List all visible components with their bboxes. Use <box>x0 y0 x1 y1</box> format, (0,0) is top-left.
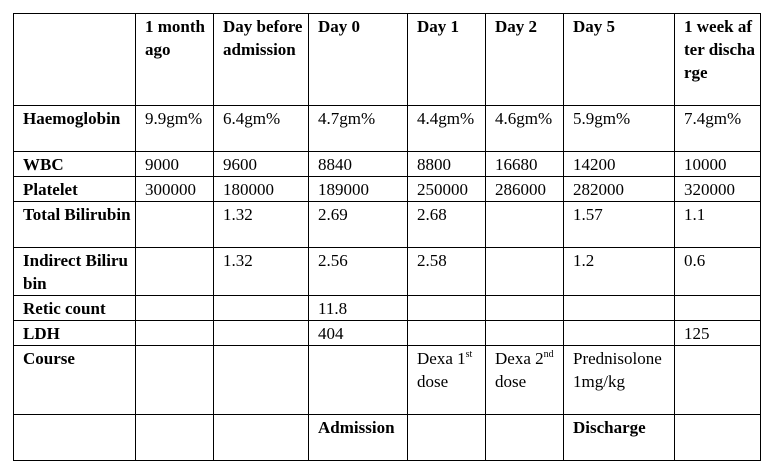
table-cell <box>486 248 564 296</box>
table-cell <box>214 296 309 321</box>
table-cell: 10000 <box>675 152 761 177</box>
table-row <box>14 177 761 202</box>
table-cell: 9000 <box>136 152 214 177</box>
header-row <box>14 14 761 106</box>
table-cell <box>136 415 214 461</box>
table-cell <box>408 321 486 346</box>
table-cell: 282000 <box>564 177 675 202</box>
table-row <box>14 248 761 296</box>
course-text: dose <box>417 372 449 391</box>
table-row <box>14 346 761 415</box>
table-cell: 6.4gm% <box>214 106 309 152</box>
table-cell <box>408 296 486 321</box>
table-cell <box>675 296 761 321</box>
table-cell: 404 <box>309 321 408 346</box>
table-cell <box>136 202 214 248</box>
table-cell <box>136 248 214 296</box>
table-cell: 0.6 <box>675 248 761 296</box>
table-cell-course-day2 <box>486 346 564 415</box>
course-text: Dexa 1 <box>417 349 466 368</box>
table-cell <box>564 296 675 321</box>
course-text: dose <box>495 372 527 391</box>
header-cell: 1 week after discharge <box>675 14 761 106</box>
table-cell: 1.2 <box>564 248 675 296</box>
table-cell <box>14 415 136 461</box>
admission-label: Admission <box>309 415 408 461</box>
table-cell: 9.9gm% <box>136 106 214 152</box>
row-label: WBC <box>14 152 136 177</box>
table-cell <box>675 415 761 461</box>
table-cell: 2.56 <box>309 248 408 296</box>
table-cell: 320000 <box>675 177 761 202</box>
table-cell: 2.69 <box>309 202 408 248</box>
header-cell: Day 2 <box>486 14 564 106</box>
table-cell: 16680 <box>486 152 564 177</box>
table-cell <box>136 321 214 346</box>
row-label: Haemoglobin <box>14 106 136 152</box>
table-cell: 1.1 <box>675 202 761 248</box>
table-row <box>14 152 761 177</box>
table-cell: 125 <box>675 321 761 346</box>
table-cell: 250000 <box>408 177 486 202</box>
table-cell: 2.68 <box>408 202 486 248</box>
header-cell: Day 1 <box>408 14 486 106</box>
table-cell: Prednisolone 1mg/kg <box>564 346 675 415</box>
header-cell: Day 0 <box>309 14 408 106</box>
table-cell <box>309 346 408 415</box>
row-label: LDH <box>14 321 136 346</box>
table-cell <box>486 415 564 461</box>
table-cell: 4.6gm% <box>486 106 564 152</box>
table-row <box>14 415 761 461</box>
table-cell-course-day1 <box>408 346 486 415</box>
table-cell: 1.57 <box>564 202 675 248</box>
header-cell: 1 month ago <box>136 14 214 106</box>
table-cell: 9600 <box>214 152 309 177</box>
table-cell: 8800 <box>408 152 486 177</box>
table-cell <box>486 202 564 248</box>
table-cell <box>564 321 675 346</box>
header-cell: Day before admission <box>214 14 309 106</box>
table-cell: 7.4gm% <box>675 106 761 152</box>
course-text: Dexa 2 <box>495 349 544 368</box>
table-cell <box>675 346 761 415</box>
table-cell <box>214 321 309 346</box>
table-cell: 180000 <box>214 177 309 202</box>
table-cell: 8840 <box>309 152 408 177</box>
row-label: Indirect Bilirubin <box>14 248 136 296</box>
row-label: Retic count <box>14 296 136 321</box>
table-cell: 2.58 <box>408 248 486 296</box>
table-cell: 189000 <box>309 177 408 202</box>
table-row <box>14 106 761 152</box>
table-cell <box>408 415 486 461</box>
ordinal-suffix: st <box>465 349 473 360</box>
table-row <box>14 321 761 346</box>
table-cell: 5.9gm% <box>564 106 675 152</box>
table-cell: 4.7gm% <box>309 106 408 152</box>
table-row <box>14 202 761 248</box>
row-label: Total Bilirubin <box>14 202 136 248</box>
table-cell <box>486 296 564 321</box>
table-cell: 1.32 <box>214 248 309 296</box>
row-label: Course <box>14 346 136 415</box>
header-cell: Day 5 <box>564 14 675 106</box>
table-cell <box>136 346 214 415</box>
table-row <box>14 296 761 321</box>
table-cell: 300000 <box>136 177 214 202</box>
table-cell: 286000 <box>486 177 564 202</box>
table-cell: 14200 <box>564 152 675 177</box>
table-cell <box>214 346 309 415</box>
table-cell: 11.8 <box>309 296 408 321</box>
lab-results-table <box>13 13 761 461</box>
row-label: Platelet <box>14 177 136 202</box>
table-cell <box>486 321 564 346</box>
table-cell <box>136 296 214 321</box>
header-cell <box>14 14 136 106</box>
ordinal-suffix: nd <box>543 349 554 360</box>
table-cell <box>214 415 309 461</box>
table-cell: 4.4gm% <box>408 106 486 152</box>
discharge-label: Discharge <box>564 415 675 461</box>
table-cell: 1.32 <box>214 202 309 248</box>
